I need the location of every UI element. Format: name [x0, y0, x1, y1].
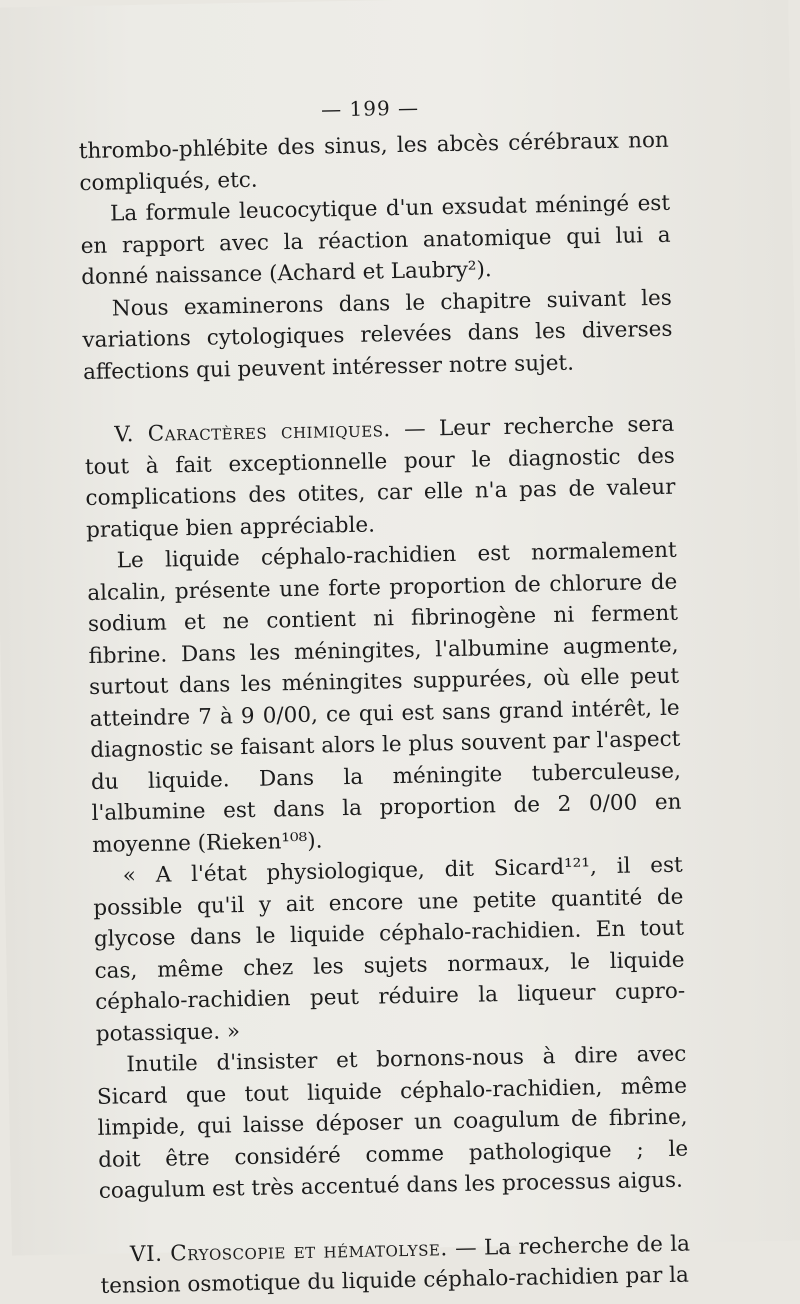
paragraph-7: Inutile d'insister et bornons-nous à dire avec Sicard que tout liquide céphalo-rachidien, même limpide, qui laisse déposer un coagulum de fibrine, doit être considéré comme pathologique ; le coagulum est très accentué dans les processus aigus.: [96, 1041, 689, 1204]
paragraph-3: Nous examinerons dans le chapitre suivant les variations cytologiques relevées dans les diverses affections qui peuvent intéresser notre sujet.: [82, 285, 673, 385]
paragraph-1: thrombo-phlébite des sinus, les abcès cérébraux non compliqués, etc.: [78, 127, 670, 196]
section-v-paragraph: [84, 409, 676, 546]
paragraph-6-quote: « A l'état physiologique, dit Sicard¹²¹, il est possible qu'il y ait encore une petite quantité de glycose dans le liquide céphalo-rachidien. En tout cas, même chez les sujets normaux, le liquide céphalo-rachidien peut réduire la liqueur cupro-potassique. »: [93, 852, 686, 1047]
paragraph-5: Le liquide céphalo-rachidien est normalement alcalin, présente une forte proportion de chlorure de sodium et ne contient ni fibrinogène ni ferment fibrine. Dans les méningites, l'albumine augmente, surtout dans les méningites suppurées, où elle peut atteindre 7 à 9 0/00, ce qui est sans grand intérêt, le diagnostic se faisant alors le plus souvent par l'aspect du liquide. Dans la méningite tuberculeuse, l'albumine est dans la proportion de 2 0/00 en moyenne (Rieken¹⁰⁸).: [87, 537, 682, 858]
paragraph-2: La formule leucocytique d'un exsudat méningé est en rapport avec la réaction anatomique qui lui a donné naissance (Achard et Laubry²).: [80, 190, 671, 291]
section-vi-paragraph: [100, 1228, 691, 1302]
page-number: — 199 —: [320, 95, 420, 122]
section-v-text: — Leur recherche sera tout à fait exceptionnelle pour le diagnostic des complications des otites, car elle n'a pas de valeur pratique bien appréciable.: [84, 411, 676, 543]
section-v-heading: V. Caractères chimiques.: [114, 417, 392, 448]
section-vi-text: — La recherche de la tension osmotique du liquide céphalo-rachidien par la: [100, 1231, 691, 1299]
section-vi-heading: VI. Cryoscopie et hématolyse.: [129, 1235, 448, 1267]
page-text: [79, 125, 691, 1303]
